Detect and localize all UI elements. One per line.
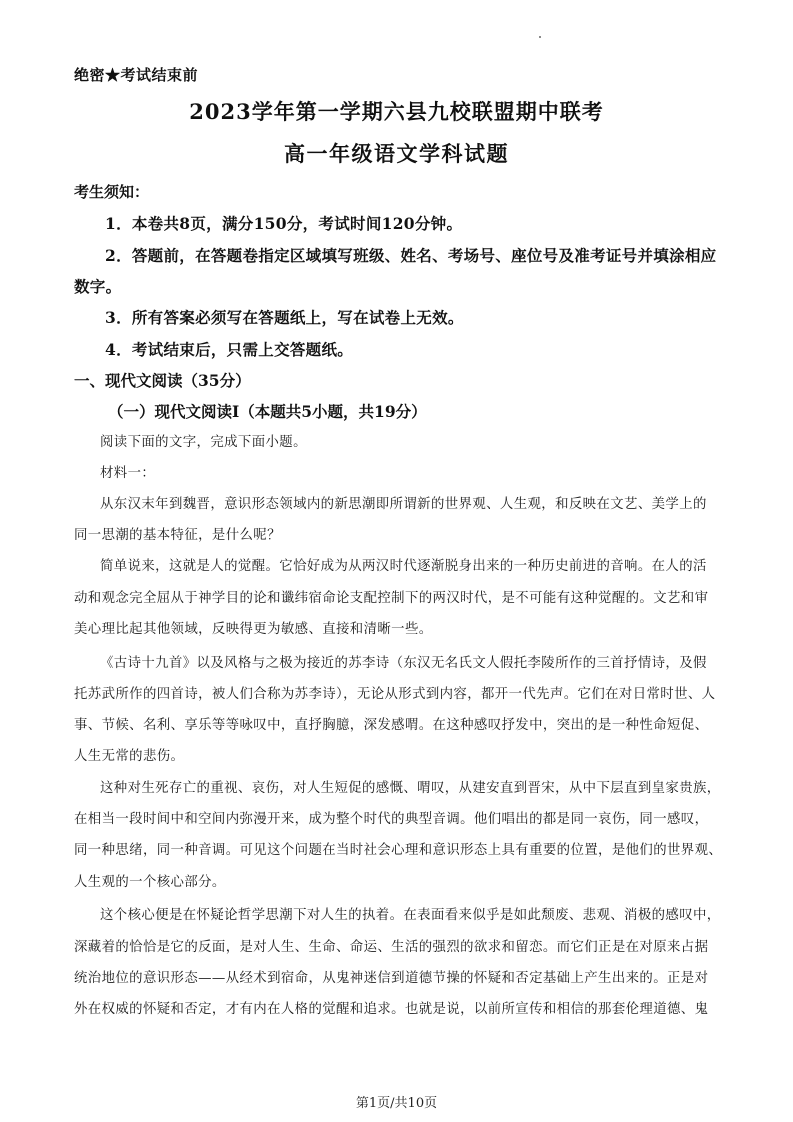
paragraph-line: 人生观的一个核心部分。	[74, 875, 226, 890]
paragraph-line: 外在权威的怀疑和否定，才有内在人格的觉醒和追求。也就是说，以前所宣传和相信的那套伦理道德、鬼	[74, 1002, 709, 1017]
material-label: 材料一：	[100, 466, 156, 481]
notice-item: 2．答题前，在答题卷指定区域填写班级、姓名、考场号、座位号及准考证号并填涂相应	[105, 246, 717, 265]
notice-item: 3．所有答案必须写在答题纸上，写在试卷上无效。	[105, 308, 464, 327]
paragraph-line: 美心理比起其他领域，反映得更为敏感、直接和清晰一些。	[74, 622, 433, 637]
paragraph-line: 事、节候、名利、享乐等等咏叹中，直抒胸臆，深发感喟。在这种感叹抒发中，突出的是一种性命短促、	[74, 718, 709, 733]
notice-item: 4．考试结束后，只需上交答题纸。	[105, 340, 354, 359]
notice-item: 1．本卷共8页，满分150分，考试时间120分钟。	[105, 214, 463, 233]
paragraph-line: 这个核心便是在怀疑论哲学思潮下对人生的执着。在表面看来似乎是如此颓废、悲观、消极的感叹中，	[100, 908, 721, 923]
paragraph-line: 人生无常的悲伤。	[74, 749, 185, 764]
paragraph-line: 动和观念完全屈从于神学目的论和谶纬宿命论支配控制下的两汉时代，是不可能有这种觉醒的。文艺和审	[74, 591, 709, 606]
paragraph-line: 托苏武所作的四首诗，被人们合称为苏李诗），无论从形式到内容，都开一代先声。它们在对日常时世、人	[74, 687, 716, 702]
paragraph-line: 同一思潮的基本特征，是什么呢？	[74, 528, 281, 543]
paragraph-line: 这种对生死存亡的重视、哀伤，对人生短促的感慨、喟叹，从建安直到晋宋，从中下层直到皇家贵族，	[100, 781, 721, 796]
section-heading: 一、现代文阅读（35分）	[74, 371, 251, 390]
paragraph-line: 统治地位的意识形态——从经术到宿命，从鬼神迷信到道德节操的怀疑和否定基础上产生出来的。正是对	[74, 971, 709, 986]
paragraph-line: 从东汉末年到魏晋，意识形态领域内的新思潮即所谓新的世界观、人生观，和反映在文艺、美学上的	[100, 497, 707, 512]
notice-heading: 考生须知：	[74, 183, 150, 201]
exam-subtitle: 高一年级语文学科试题	[284, 141, 509, 166]
paragraph-line: 简单说来，这就是人的觉醒。它恰好成为从两汉时代逐渐脱身出来的一种历史前进的音响。在人的活	[100, 559, 707, 574]
paragraph-line: 在相当一段时间中和空间内弥漫开来，成为整个时代的典型音调。他们唱出的都是同一哀伤，同一感叹，	[74, 812, 709, 827]
paragraph-line: 同一种思绪，同一种音调。可见这个问题在当时社会心理和意识形态上具有重要的位置，是他们的世界观、	[74, 843, 723, 858]
scan-dot	[539, 36, 541, 38]
subsection-heading: （一）现代文阅读Ⅰ（本题共5小题，共19分）	[108, 402, 427, 421]
secret-label: 绝密★考试结束前	[74, 66, 199, 84]
notice-item-continued: 数字。	[74, 277, 122, 296]
exam-title: 2023学年第一学期六县九校联盟期中联考	[189, 99, 604, 124]
paragraph-line: 深藏着的恰恰是它的反面，是对人生、生命、命运、生活的强烈的欲求和留恋。而它们正是在对原来占据	[74, 940, 709, 955]
paragraph-line: 《古诗十九首》以及风格与之极为接近的苏李诗（东汉无名氏文人假托李陵所作的三首抒情诗，及假	[100, 656, 707, 671]
instruction-text: 阅读下面的文字，完成下面小题。	[100, 435, 307, 450]
page-number: 第1页/共10页	[355, 1096, 438, 1111]
